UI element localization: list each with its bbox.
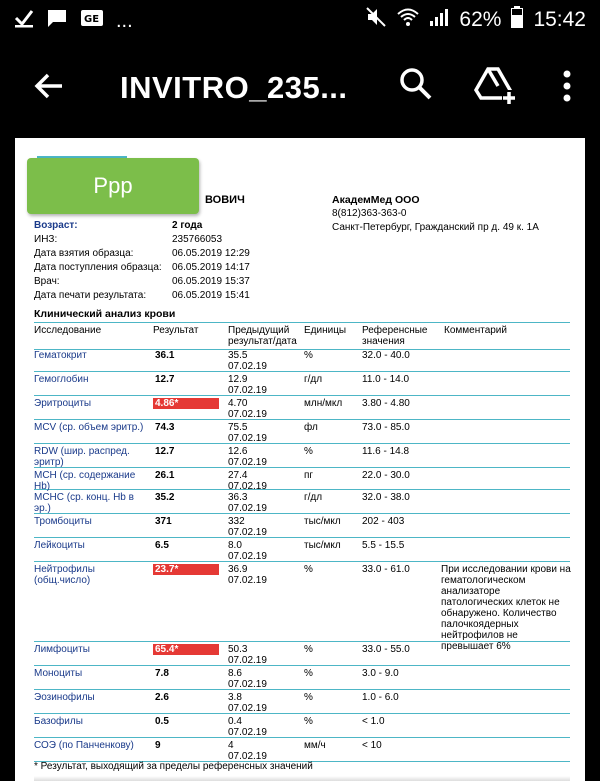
table-row [34,348,570,372]
result-value: 7.8 [155,668,169,679]
check-icon [14,8,34,34]
units: мм/ч [304,740,326,751]
previous-date: 07.02.19 [228,409,267,420]
reference-range: 5.5 - 15.5 [362,540,405,551]
units: г/дл [304,492,323,503]
table-row [34,738,570,762]
units: % [304,350,313,361]
previous-value: 4.70 [228,398,248,409]
battery-icon [511,6,523,34]
reference-range: 1.0 - 6.0 [362,692,399,703]
result-value: 6.5 [155,540,169,551]
previous-result [228,516,267,538]
test-name: Лимфоциты [34,644,90,655]
test-name: RDW (шир. распред. эритр) [34,446,130,468]
table-row [34,490,570,514]
table-row [34,714,570,738]
reference-range: 32.0 - 38.0 [362,492,410,503]
header-prev: Предыдущий результат/дата [228,325,297,347]
test-name: Лейкоциты [34,540,85,551]
status-bar [0,0,600,40]
info-value: 06.05.2019 14:17 [172,262,250,273]
search-icon [398,66,434,102]
info-label: Дата взятия образца: [34,248,134,259]
table-row [34,666,570,690]
previous-date: 07.02.19 [228,551,267,562]
info-value: 2 года [172,220,203,231]
previous-date: 07.02.19 [228,481,267,492]
lab-address: Санкт-Петербург, Гражданский пр д. 49 к. 1А [332,222,539,233]
reference-range: 3.80 - 4.80 [362,398,410,409]
result-value: 26.1 [155,470,175,481]
previous-date: 07.02.19 [228,361,267,372]
table-row [34,444,570,468]
previous-result [228,470,267,492]
header-study: Исследование [34,325,102,336]
table-row [34,538,570,562]
lab-info [332,194,539,236]
table-row [34,420,570,444]
previous-date: 07.02.19 [228,679,267,690]
result-value: 371 [155,516,172,527]
drive-add-icon [474,66,516,106]
result-value: 9 [155,740,161,751]
previous-result [228,398,267,420]
result-value: 74.3 [155,422,175,433]
header-result: Результат [153,325,199,336]
mute-icon [365,6,387,34]
table-header [34,322,570,350]
app-toolbar [0,40,600,136]
previous-result [228,374,267,396]
lab-phone: 8(812)363-363-0 [332,208,407,219]
units: % [304,564,313,575]
units: г/дл [304,374,323,385]
result-value: 36.1 [155,350,175,361]
test-name: MCH (ср. содержание Hb) [34,470,136,492]
units: тыс/мкл [304,540,341,551]
previous-result [228,422,267,444]
previous-value: 332 [228,516,245,527]
units: фл [304,422,318,433]
reference-range: 11.0 - 14.0 [362,374,410,385]
back-button[interactable] [30,66,70,106]
redaction-sticker: Ppp [27,158,199,214]
info-value: 06.05.2019 12:29 [172,248,250,259]
info-value: 235766053 [172,234,223,245]
units: млн/мкл [304,398,343,409]
test-name: Моноциты [34,668,83,679]
info-value: 06.05.2019 15:37 [172,276,250,287]
previous-date: 07.02.19 [228,727,267,738]
test-name: Нейтрофилы (общ.число) [34,564,95,586]
pdf-page[interactable] [15,138,585,781]
previous-date: 07.02.19 [228,751,267,762]
previous-value: 36.3 [228,492,248,503]
battery-percent: 62% [459,8,502,31]
previous-result [228,740,267,762]
test-name: Эозинофилы [34,692,95,703]
lab-name: АкадемМед ООО [332,194,420,206]
test-name: Тромбоциты [34,516,92,527]
patient-name: ВОВИЧ [205,194,245,206]
units: % [304,446,313,457]
units: % [304,668,313,679]
previous-result [228,564,267,586]
result-value: 2.6 [155,692,169,703]
previous-date: 07.02.19 [228,385,267,396]
previous-value: 27.4 [228,470,248,481]
test-name: MCHC (ср. конц. Hb в эр.) [34,492,134,514]
result-value: 35.2 [155,492,175,503]
previous-value: 75.5 [228,422,248,433]
previous-result [228,692,267,714]
units: пг [304,470,314,481]
section-title: Клинический анализ крови [34,308,176,320]
previous-value: 8.0 [228,540,242,551]
arrow-left-icon [30,66,70,106]
test-name: Эритроциты [34,398,92,409]
previous-result [228,716,267,738]
result-value: 12.7 [155,446,175,457]
clock: 15:42 [533,8,586,31]
units: % [304,692,313,703]
previous-date: 07.02.19 [228,433,267,444]
previous-result [228,668,267,690]
previous-date: 07.02.19 [228,527,267,538]
info-label: Дата печати результата: [34,290,147,301]
test-name: MCV (ср. объем эритр.) [34,422,144,433]
previous-date: 07.02.19 [228,703,267,714]
previous-value: 36.9 [228,564,248,575]
reference-range: < 1.0 [362,716,385,727]
more-vert-icon [560,68,574,104]
result-value: 65.4* [153,644,219,655]
header-comment: Комментарий [444,325,507,336]
info-label: Врач: [34,276,60,287]
units: % [304,716,313,727]
units: % [304,644,313,655]
message-icon [46,8,68,34]
table-row [34,642,570,666]
previous-value: 35.5 [228,350,248,361]
info-label: Возраст: [34,220,78,231]
previous-value: 8.6 [228,668,242,679]
reference-range: 22.0 - 30.0 [362,470,410,481]
more-notifications: ... [116,9,133,32]
test-name: Гемоглобин [34,374,89,385]
reference-range: 3.0 - 9.0 [362,668,399,679]
svg-text:GE: GE [84,14,100,25]
reference-range: 33.0 - 61.0 [362,564,410,575]
signal-icon [429,7,449,33]
search-button[interactable] [398,66,434,102]
header-ref: Референсные значения [362,325,428,347]
document-title: INVITRO_235... [120,70,348,105]
wifi-icon [397,7,419,33]
reference-range: 32.0 - 40.0 [362,350,410,361]
previous-value: 12.6 [228,446,248,457]
result-value: 12.7 [155,374,175,385]
footnote: * Результат, выходящий за пределы референсных значений [34,761,313,772]
table-row [34,396,570,420]
table-row [34,372,570,396]
reference-range: < 10 [362,740,382,751]
test-name: СОЭ (по Панченкову) [34,740,134,751]
more-options-button[interactable] [560,68,574,104]
result-value: 23.7* [153,564,219,575]
reference-range: 202 - 403 [362,516,405,527]
page-continuation [34,776,570,781]
previous-date: 07.02.19 [228,575,267,586]
header-units: Единицы [304,325,347,336]
table-row [34,514,570,538]
result-value: 0.5 [155,716,169,727]
reference-range: 33.0 - 55.0 [362,644,410,655]
comment: При исследовании крови на гематологическом анализаторе патологических клеток не обнаружено. Количество палочкоядерных нейтрофилов не превышает 6% [441,564,571,652]
previous-result [228,350,267,372]
previous-value: 4 [228,740,234,751]
result-value: 4.86* [153,398,219,409]
reference-range: 11.6 - 14.8 [362,446,410,457]
info-label: Дата поступления образца: [34,262,162,273]
info-value: 06.05.2019 15:41 [172,290,250,301]
previous-result [228,644,267,666]
test-name: Гематокрит [34,350,87,361]
previous-value: 12.9 [228,374,248,385]
add-to-drive-button[interactable] [474,66,516,106]
previous-value: 50.3 [228,644,248,655]
table-row [34,690,570,714]
previous-value: 3.8 [228,692,242,703]
previous-date: 07.02.19 [228,655,267,666]
previous-date: 07.02.19 [228,457,267,468]
gboard-icon [80,8,104,34]
previous-result [228,492,267,514]
previous-result [228,540,267,562]
test-name: Базофилы [34,716,83,727]
reference-range: 73.0 - 85.0 [362,422,410,433]
previous-date: 07.02.19 [228,503,267,514]
units: тыс/мкл [304,516,341,527]
previous-result [228,446,267,468]
previous-value: 0.4 [228,716,242,727]
info-label: ИНЗ: [34,234,58,245]
table-row [34,468,570,490]
